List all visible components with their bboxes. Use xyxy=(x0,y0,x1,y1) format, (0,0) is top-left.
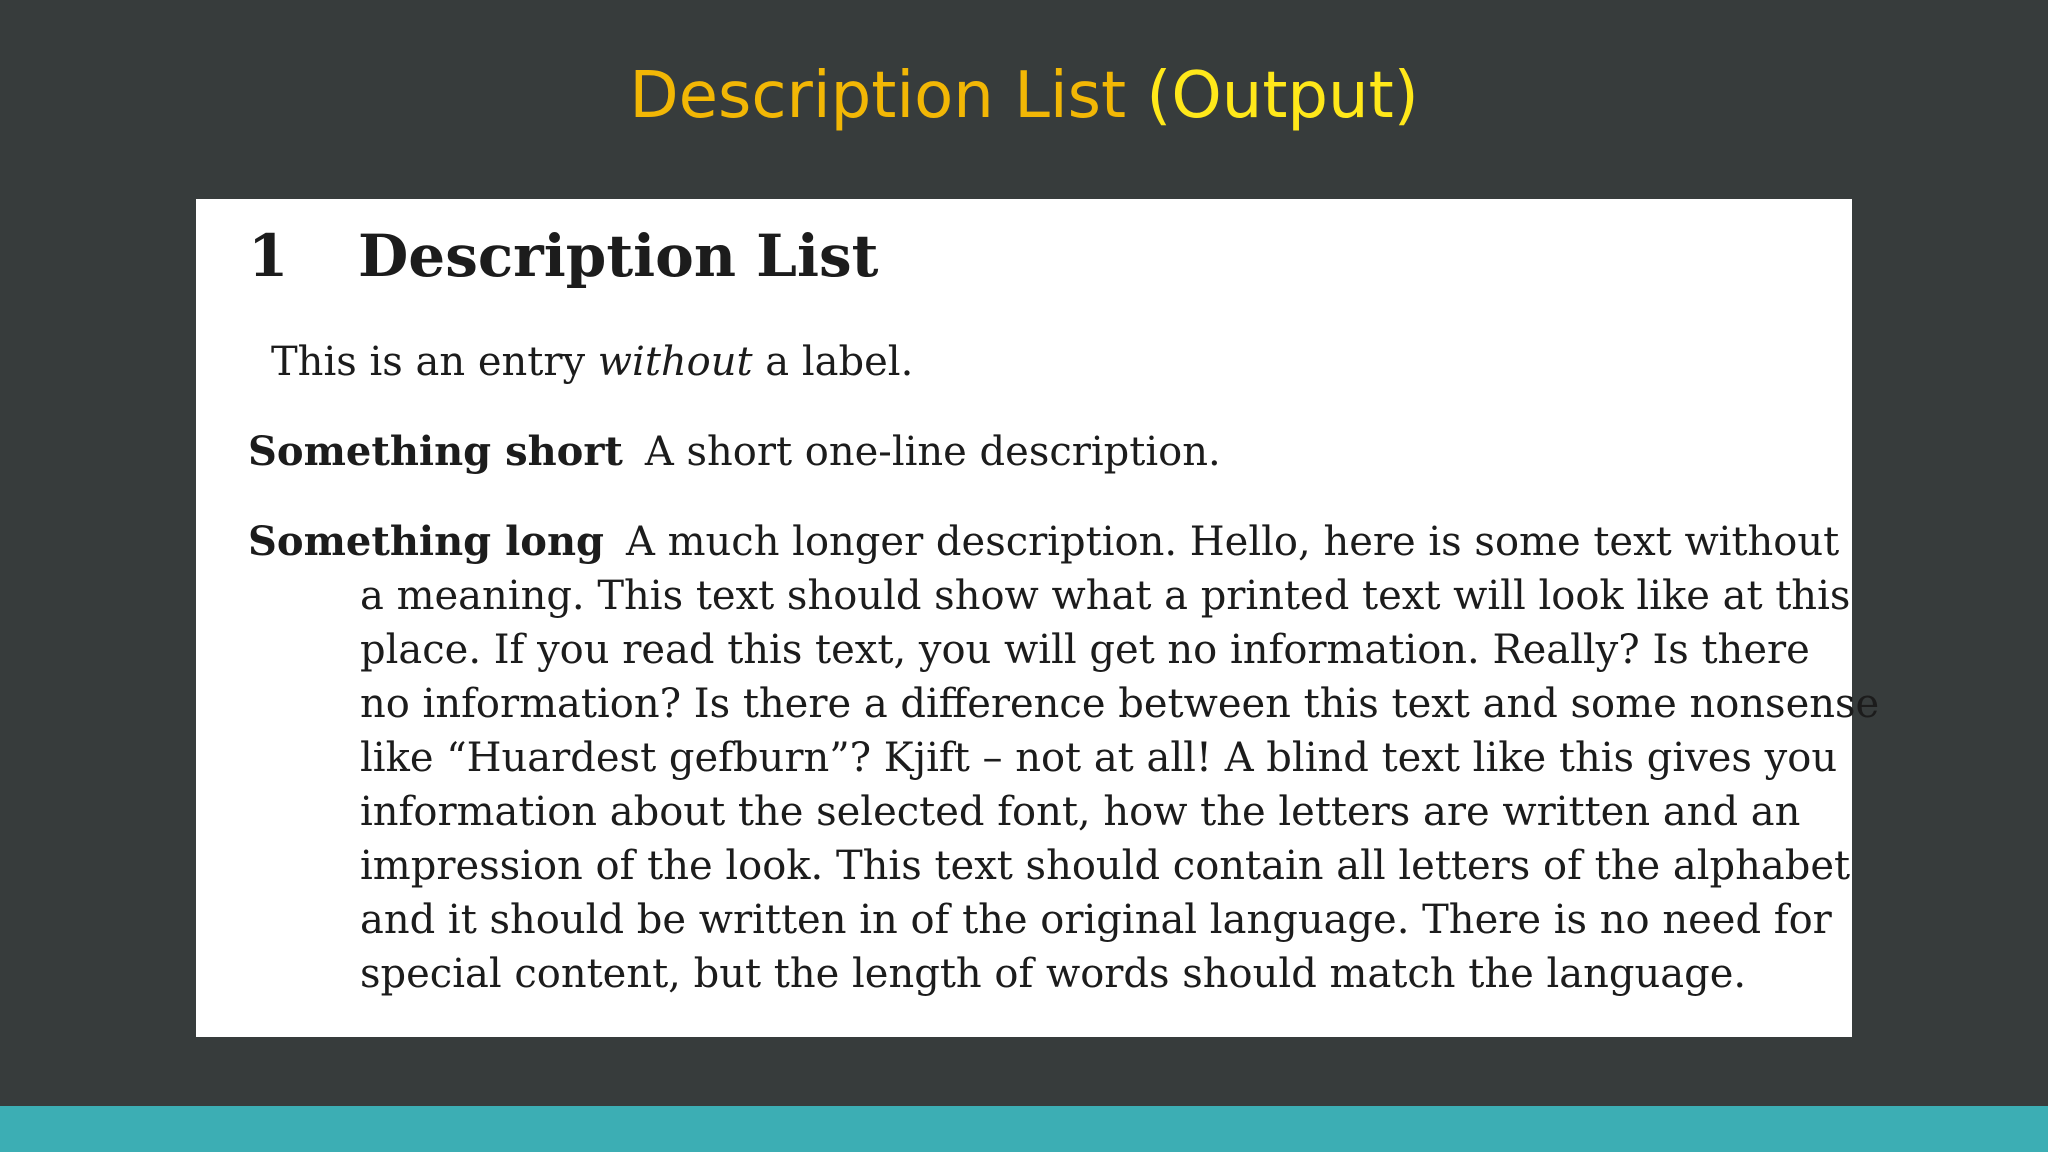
section-number: 1 xyxy=(248,222,289,290)
plain-entry-emphasis: without xyxy=(597,339,753,385)
slide-title xyxy=(0,56,2048,136)
short-entry xyxy=(248,427,1221,477)
section-heading xyxy=(248,221,878,291)
slide-title-main: Description List xyxy=(629,59,1147,133)
long-entry-line: and it should be written in of the original language. There is no need for xyxy=(360,897,1832,943)
short-entry-term: Something short xyxy=(248,428,623,475)
plain-entry-after: a label. xyxy=(752,339,914,385)
long-entry-line: information about the selected font, how the letters are written and an xyxy=(360,789,1801,835)
long-entry-line: special content, but the length of words should match the language. xyxy=(360,951,1747,997)
section-title: Description List xyxy=(358,222,879,290)
document-panel xyxy=(196,199,1880,1037)
slide-title-sub: (Output) xyxy=(1146,59,1419,133)
plain-entry xyxy=(271,337,913,387)
long-entry-continuation xyxy=(360,569,1880,1001)
long-entry-first-line xyxy=(248,515,1840,569)
long-entry xyxy=(248,515,1880,1001)
long-entry-line: no information? Is there a difference between this text and some nonsense xyxy=(360,681,1880,727)
long-entry-line: impression of the look. This text should contain all letters of the alphabet xyxy=(360,843,1851,889)
short-entry-description: A short one-line description. xyxy=(644,429,1221,475)
bottom-accent-bar xyxy=(0,1106,2048,1152)
plain-entry-before: This is an entry xyxy=(271,339,598,385)
long-entry-line: place. If you read this text, you will get no information. Really? Is there xyxy=(360,627,1810,673)
long-entry-line: a meaning. This text should show what a printed text will look like at this xyxy=(360,573,1851,619)
long-entry-line: A much longer description. Hello, here is some text without xyxy=(626,519,1840,565)
long-entry-line: like “Huardest gefburn”? Kjift – not at all! A blind text like this gives you xyxy=(360,735,1838,781)
long-entry-term: Something long xyxy=(248,518,604,565)
